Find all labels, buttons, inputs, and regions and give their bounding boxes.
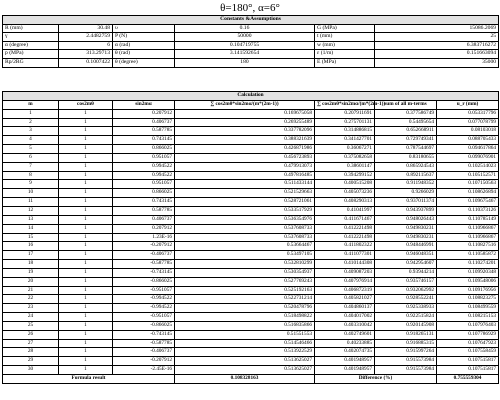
- table-row: [3, 145, 499, 154]
- table-cell: 1: [59, 215, 113, 224]
- table-cell: 1: [59, 136, 113, 145]
- table-cell: 1: [59, 127, 113, 136]
- table-cell: 0.110785149: [437, 215, 499, 224]
- constant-value: 30.48: [59, 24, 113, 33]
- table-cell: 0.951057: [113, 180, 175, 189]
- table-cell: 0.54495654: [375, 118, 437, 127]
- table-cell: 14: [3, 224, 59, 233]
- table-cell: 0.405073236: [315, 189, 375, 198]
- table-cell: 1: [59, 251, 113, 260]
- column-header: ∑ cos2mθ*sin2mα/(m*(2m-1)): [315, 100, 375, 109]
- table-row: [3, 118, 499, 127]
- table-cell: 0.401948957: [315, 366, 375, 375]
- table-cell: 0.107515817: [437, 357, 499, 366]
- constant-value: 50000: [175, 33, 315, 42]
- table-row: [3, 268, 499, 277]
- constant-value: 180: [175, 58, 315, 67]
- table-cell: 0.533517929: [175, 206, 315, 215]
- table-cell: 0.994522: [113, 171, 175, 180]
- constant-value: 35000: [375, 58, 499, 67]
- table-cell: 0.109675467: [437, 198, 499, 207]
- table-row: [3, 189, 499, 198]
- table-cell: 0.892115637: [375, 171, 437, 180]
- table-cell: 0.107558459: [437, 348, 499, 357]
- table-cell: 0.948446991: [375, 242, 437, 251]
- table-cell: 0.110966867: [437, 233, 499, 242]
- difference-label: Difference (%): [315, 375, 437, 384]
- table-row: [3, 348, 499, 357]
- table-row: [3, 251, 499, 260]
- table-cell: 0.949830231: [375, 224, 437, 233]
- table-cell: 8: [3, 171, 59, 180]
- table-cell: 0.787544697: [375, 145, 437, 154]
- table-cell: 0.9266029: [375, 189, 437, 198]
- table-cell: 0.109176956: [437, 286, 499, 295]
- column-header: m: [3, 100, 59, 109]
- table-cell: 1: [59, 330, 113, 339]
- table-cell: 15: [3, 233, 59, 242]
- table-cell: 1: [59, 304, 113, 313]
- table-cell: 0.314886815: [315, 127, 375, 136]
- table-cell: 0.948026443: [375, 215, 437, 224]
- table-cell: 0.743145: [113, 198, 175, 207]
- table-cell: 10: [3, 189, 59, 198]
- table-cell: 0.410144308: [315, 260, 375, 269]
- table-cell: 0.404017002: [315, 313, 375, 322]
- constants-row: [3, 50, 499, 59]
- page-title: θ=180°, α=6°: [220, 2, 280, 14]
- table-cell: 0.411671467: [315, 215, 375, 224]
- constant-label: θ (rad): [113, 50, 175, 59]
- table-cell: -0.406737: [113, 251, 175, 260]
- table-cell: 0.525192163: [175, 286, 315, 295]
- table-cell: 0.169675058: [175, 109, 315, 118]
- table-cell: 0.51551553: [175, 330, 315, 339]
- table-cell: 0.994522: [113, 162, 175, 171]
- table-cell: 0.38601147: [315, 162, 375, 171]
- column-header: ∑ cos2mθ*sin2mα/(m*(2m-1)): [175, 100, 315, 109]
- table-cell: -0.587785: [113, 339, 175, 348]
- table-cell: 0.537608733: [175, 233, 315, 242]
- table-row: [3, 162, 499, 171]
- column-header: sum of all m-terms: [375, 100, 437, 109]
- table-cell: 0.099076901: [437, 153, 499, 162]
- constant-label: w (mm): [315, 41, 375, 50]
- table-cell: 0.532810299: [175, 260, 315, 269]
- table-cell: 1: [59, 189, 113, 198]
- table-cell: 1: [59, 260, 113, 269]
- table-row: [3, 339, 499, 348]
- table-cell: 0.93944214: [375, 268, 437, 277]
- table-cell: 0.108499559: [437, 304, 499, 313]
- column-header: u_r (mm): [437, 100, 499, 109]
- table-cell: 23: [3, 304, 59, 313]
- formula-result-label: Formula result: [3, 375, 175, 384]
- constant-label: θ (degree): [113, 58, 175, 67]
- table-cell: 4: [3, 136, 59, 145]
- table-cell: 0.411802322: [315, 242, 375, 251]
- table-cell: 0.587785: [113, 127, 175, 136]
- table-row: [3, 330, 499, 339]
- table-cell: 0.110274201: [437, 260, 499, 269]
- table-cell: 9: [3, 180, 59, 189]
- table-cell: 1: [59, 118, 113, 127]
- table-cell: 0.108823275: [437, 295, 499, 304]
- table-cell: 0.053317796: [437, 109, 499, 118]
- table-cell: 0.411077301: [315, 251, 375, 260]
- table-cell: 0.406737: [113, 118, 175, 127]
- table-cell: 0.409087203: [315, 268, 375, 277]
- table-cell: 1: [59, 348, 113, 357]
- table-cell: -0.951057: [113, 313, 175, 322]
- table-cell: 0.527769243: [175, 277, 315, 286]
- table-cell: 0.918265131: [375, 330, 437, 339]
- table-cell: 0.405821027: [315, 295, 375, 304]
- constants-row: [3, 24, 499, 33]
- table-row: [3, 153, 499, 162]
- table-row: [3, 260, 499, 269]
- table-cell: 0.388321639: [175, 136, 315, 145]
- constant-label: α (degree): [3, 41, 59, 50]
- table-cell: -0.994522: [113, 304, 175, 313]
- table-cell: 0.521529663: [175, 189, 315, 198]
- table-row: [3, 109, 499, 118]
- table-cell: 0.537608733: [175, 224, 315, 233]
- table-cell: 0.207912: [113, 109, 175, 118]
- table-cell: 0.275701131: [315, 118, 375, 127]
- constant-label: γ: [3, 33, 59, 42]
- table-cell: 0.865924543: [375, 162, 437, 171]
- table-cell: 0.866025: [113, 189, 175, 198]
- table-cell: 0.516835866: [175, 321, 315, 330]
- table-row: [3, 242, 499, 251]
- table-cell: 0.911948352: [375, 180, 437, 189]
- table-cell: 0.109548006: [437, 277, 499, 286]
- table-cell: 1.23E-16: [113, 233, 175, 242]
- table-cell: 0.107150563: [437, 180, 499, 189]
- table-cell: 0.915573984: [375, 357, 437, 366]
- table-row: [3, 295, 499, 304]
- table-cell: 0.400515208: [315, 180, 375, 189]
- table-cell: 29: [3, 357, 59, 366]
- table-cell: 1: [59, 295, 113, 304]
- column-header-row: [3, 100, 499, 109]
- table-cell: 1: [59, 145, 113, 154]
- table-cell: 0.513625027: [175, 357, 315, 366]
- table-cell: 0.36067271: [315, 145, 375, 154]
- table-cell: 0.916885315: [375, 339, 437, 348]
- constant-value: 0.151663094: [375, 50, 499, 59]
- table-cell: 0.530354937: [175, 268, 315, 277]
- table-cell: 0.406872319: [315, 286, 375, 295]
- table-cell: 1: [59, 277, 113, 286]
- table-cell: 12: [3, 206, 59, 215]
- table-cell: 0.269255489: [175, 118, 315, 127]
- table-row: [3, 313, 499, 322]
- table-row: [3, 277, 499, 286]
- table-cell: 0.536354976: [175, 215, 315, 224]
- table-cell: 24: [3, 313, 59, 322]
- table-row: [3, 198, 499, 207]
- table-cell: 0.402749601: [315, 330, 375, 339]
- constant-label: R (mm): [3, 24, 59, 33]
- table-cell: 0.110827516: [437, 242, 499, 251]
- table-cell: 0.522731214: [175, 295, 315, 304]
- table-cell: 0.920145908: [375, 321, 437, 330]
- constants-row: [3, 33, 499, 42]
- table-cell: 0.394299152: [315, 171, 375, 180]
- calculation-header: Calculation: [3, 92, 499, 101]
- constant-value: 313.29713: [59, 50, 113, 59]
- constant-label: t (mm): [315, 33, 375, 42]
- table-cell: 0.426871986: [175, 145, 315, 154]
- table-cell: 17: [3, 251, 59, 260]
- table-cell: 0.53664467: [175, 242, 315, 251]
- table-cell: 0.479913073: [175, 162, 315, 171]
- table-cell: 0.412221498: [315, 233, 375, 242]
- constants-header: Constants &Assumptions: [3, 16, 499, 25]
- table-cell: 0.943937899: [375, 206, 437, 215]
- table-cell: 0.403310042: [315, 321, 375, 330]
- table-cell: 0.377586749: [375, 109, 437, 118]
- constant-value: 6.383716272: [375, 41, 499, 50]
- table-cell: -0.207912: [113, 242, 175, 251]
- table-row: [3, 180, 499, 189]
- formula-result-value: 0.108328163: [175, 375, 315, 384]
- table-cell: 22: [3, 295, 59, 304]
- constants-row: [3, 41, 499, 50]
- table-cell: 1: [59, 162, 113, 171]
- table-cell: 1: [59, 286, 113, 295]
- constant-label: P (N): [113, 33, 175, 42]
- constant-label: ε (1/m): [315, 50, 375, 59]
- table-cell: 25: [3, 321, 59, 330]
- table-cell: 0.107647923: [437, 339, 499, 348]
- table-cell: 1: [59, 339, 113, 348]
- table-cell: 0.088705433: [437, 136, 499, 145]
- table-cell: 0.949830231: [375, 233, 437, 242]
- calculation-table: [2, 91, 499, 384]
- table-cell: 0.915997264: [375, 348, 437, 357]
- table-cell: 0.928552241: [375, 295, 437, 304]
- table-cell: 0.946048351: [375, 251, 437, 260]
- table-cell: 0.108626894: [437, 189, 499, 198]
- table-cell: 0.107515817: [437, 366, 499, 375]
- table-cell: 13: [3, 215, 59, 224]
- table-cell: 0.110585872: [437, 251, 499, 260]
- table-cell: -0.207912: [113, 357, 175, 366]
- table-cell: 7: [3, 162, 59, 171]
- constant-label: Rp/2RG: [3, 58, 59, 67]
- table-row: [3, 233, 499, 242]
- table-cell: 16: [3, 242, 59, 251]
- table-cell: 0.102514023: [437, 162, 499, 171]
- table-cell: 26: [3, 330, 59, 339]
- table-cell: 0.932062992: [375, 286, 437, 295]
- constant-label: G (MPa): [315, 24, 375, 33]
- table-cell: 1: [3, 109, 59, 118]
- table-cell: -2.45E-16: [113, 366, 175, 375]
- table-cell: -0.406737: [113, 348, 175, 357]
- table-cell: 1: [59, 153, 113, 162]
- table-cell: -0.743145: [113, 268, 175, 277]
- table-cell: 0.942954607: [375, 260, 437, 269]
- table-cell: 28: [3, 348, 59, 357]
- constant-value: 0.1007422: [59, 58, 113, 67]
- table-cell: 0.401948957: [315, 357, 375, 366]
- table-cell: 1: [59, 233, 113, 242]
- table-cell: 0.587785: [113, 206, 175, 215]
- table-cell: 0.514546466: [175, 339, 315, 348]
- constant-label: p (MPa): [3, 50, 59, 59]
- table-cell: 0.937011374: [375, 198, 437, 207]
- table-cell: 0.412221498: [315, 224, 375, 233]
- table-cell: 0.408290313: [315, 198, 375, 207]
- table-row: [3, 206, 499, 215]
- table-cell: 1: [59, 180, 113, 189]
- table-cell: 0.53497105: [175, 251, 315, 260]
- table-cell: 0.925338933: [375, 304, 437, 313]
- table-cell: 5: [3, 145, 59, 154]
- table-cell: 19: [3, 268, 59, 277]
- table-row: [3, 136, 499, 145]
- column-header: sin2mα: [113, 100, 175, 109]
- table-cell: 3: [3, 127, 59, 136]
- table-cell: 1: [59, 198, 113, 207]
- table-cell: 0.207911691: [315, 109, 375, 118]
- table-cell: 0.511433144: [175, 180, 315, 189]
- table-cell: 0.652668911: [375, 127, 437, 136]
- table-cell: 0.094617864: [437, 145, 499, 154]
- table-cell: 0.513625027: [175, 366, 315, 375]
- constant-value: 0.16: [175, 24, 315, 33]
- table-cell: 11: [3, 198, 59, 207]
- table-cell: 18: [3, 260, 59, 269]
- table-cell: 1: [59, 109, 113, 118]
- table-cell: 0.518498822: [175, 313, 315, 322]
- table-cell: 0.077078799: [437, 118, 499, 127]
- table-cell: 21: [3, 286, 59, 295]
- constants-row: [3, 58, 499, 67]
- table-cell: 6: [3, 153, 59, 162]
- table-cell: 0.337782096: [175, 127, 315, 136]
- table-cell: 0.935746157: [375, 277, 437, 286]
- table-cell: 1: [59, 206, 113, 215]
- table-cell: 1: [59, 242, 113, 251]
- table-cell: 0.110373126: [437, 206, 499, 215]
- column-header: cos2mθ: [59, 100, 113, 109]
- constant-label: α (rad): [113, 41, 175, 50]
- table-cell: 0.40233885: [315, 339, 375, 348]
- table-cell: 0.866025: [113, 145, 175, 154]
- table-cell: -0.994522: [113, 295, 175, 304]
- constant-value: 2.4482759: [59, 33, 113, 42]
- table-cell: 0.497816485: [175, 171, 315, 180]
- table-row: [3, 224, 499, 233]
- table-cell: 0.729749341: [375, 136, 437, 145]
- constant-value: 15086.2069: [375, 24, 499, 33]
- constant-label: υ: [113, 24, 175, 33]
- table-cell: 0.404860137: [315, 304, 375, 313]
- table-cell: 0.513922529: [175, 348, 315, 357]
- table-cell: 27: [3, 339, 59, 348]
- table-cell: 30: [3, 366, 59, 375]
- table-cell: 0.922515824: [375, 313, 437, 322]
- table-row: [3, 357, 499, 366]
- difference-value: 0.755559304: [437, 375, 499, 384]
- table-cell: 0.41041997: [315, 206, 375, 215]
- constant-value: 6: [59, 41, 113, 50]
- table-cell: -0.951057: [113, 286, 175, 295]
- table-cell: 0.528721061: [175, 198, 315, 207]
- constant-value: 0.104719755: [175, 41, 315, 50]
- table-cell: -0.866025: [113, 321, 175, 330]
- constant-value: 25: [375, 33, 499, 42]
- constant-value: 3.141592654: [175, 50, 315, 59]
- table-cell: 1: [59, 171, 113, 180]
- table-cell: 1: [59, 366, 113, 375]
- table-cell: 1: [59, 313, 113, 322]
- table-cell: 2: [3, 118, 59, 127]
- table-cell: 0.915573984: [375, 366, 437, 375]
- table-cell: 0.08103018: [437, 127, 499, 136]
- table-row: [3, 215, 499, 224]
- table-row: [3, 127, 499, 136]
- constants-table: [2, 15, 499, 68]
- table-row: [3, 171, 499, 180]
- table-cell: 0.407976914: [315, 277, 375, 286]
- table-cell: 0.109920348: [437, 268, 499, 277]
- table-cell: 0.743145: [113, 136, 175, 145]
- table-cell: -0.743145: [113, 330, 175, 339]
- table-cell: 0.402074735: [315, 348, 375, 357]
- table-cell: 0.105152571: [437, 171, 499, 180]
- table-row: [3, 366, 499, 375]
- footer-row: [3, 375, 499, 384]
- table-cell: 0.107976403: [437, 321, 499, 330]
- table-cell: 0.406737: [113, 215, 175, 224]
- table-cell: 0.108215153: [437, 313, 499, 322]
- table-cell: 0.207912: [113, 224, 175, 233]
- table-cell: 0.375082658: [315, 153, 375, 162]
- table-cell: 0.107786929: [437, 330, 499, 339]
- table-cell: 0.520478796: [175, 304, 315, 313]
- table-cell: 1: [59, 268, 113, 277]
- table-cell: 20: [3, 277, 59, 286]
- table-cell: -0.866025: [113, 277, 175, 286]
- table-cell: 0.341427701: [315, 136, 375, 145]
- table-cell: 1: [59, 224, 113, 233]
- table-cell: 0.456723893: [175, 153, 315, 162]
- table-cell: -0.587785: [113, 260, 175, 269]
- table-row: [3, 286, 499, 295]
- table-cell: 0.110966867: [437, 224, 499, 233]
- table-cell: 1: [59, 357, 113, 366]
- table-cell: 0.951057: [113, 153, 175, 162]
- constant-label: E (MPa): [315, 58, 375, 67]
- table-cell: 0.83180655: [375, 153, 437, 162]
- table-row: [3, 321, 499, 330]
- table-cell: 1: [59, 321, 113, 330]
- table-row: [3, 304, 499, 313]
